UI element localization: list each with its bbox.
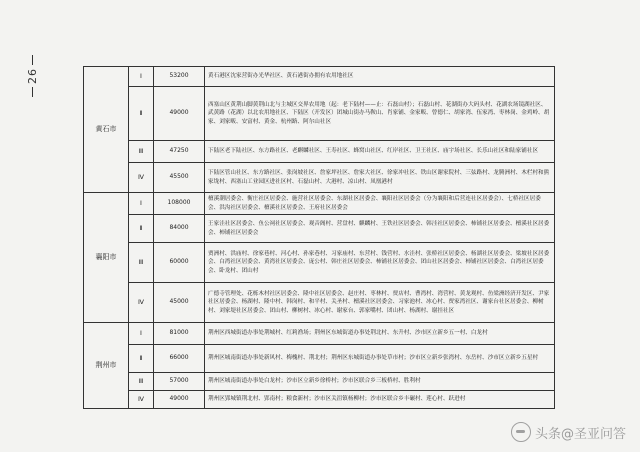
areas-cell: 广德寺管理处、花栎木村社区居委会、隆中社区居委会、赵庄村、枣林村、贾店村、曹湾村、湾营村、黄龙观村、鱼梁洲经济开发区、尹家社区居委会、杨湖村、隆中村、韩岗村、和平村、关圣村、檀溪社区居委会、习家池村、冰心村、贾家湾社区、谢家台社区居委会、柳树村、刘家堤社区居委会、团山村、柳树村、冰心村、谢家台、郭家嘴村、团山村、杨湖村、谢挂社区	[205, 283, 555, 323]
table-row	[84, 193, 555, 215]
table-row	[84, 67, 555, 87]
table-row	[84, 391, 555, 409]
areas-cell: 荆州区西城街道办事处荆城村、红莉渔场；荆州区东城街道办事处荆北村、东升村、沙市区立新乡五一村、白龙村	[205, 323, 555, 345]
watermark-text: 头条@圣亚问答	[534, 426, 626, 442]
price-cell: 53200	[154, 67, 205, 87]
price-cell: 84000	[154, 215, 205, 243]
grade-cell: Ⅱ	[129, 345, 154, 373]
grade-cell: Ⅱ	[129, 87, 154, 141]
price-cell: 81000	[154, 323, 205, 345]
price-cell: 49000	[154, 87, 205, 141]
price-cell: 60000	[154, 243, 205, 283]
areas-cell: 荆州区城南街道办事处新风村、梅槐村、荆北村；荆州区东城街道办事处草市村；沙市区立新乡张湾村、东岳村、沙市区立新乡五星村	[205, 345, 555, 373]
city-cell: 黄石市	[84, 67, 129, 193]
table-row	[84, 87, 555, 141]
grade-cell: Ⅲ	[129, 373, 154, 391]
table-row	[84, 163, 555, 193]
table-row	[84, 215, 555, 243]
price-cell: 57000	[154, 373, 205, 391]
grade-cell: Ⅱ	[129, 215, 154, 243]
table-row	[84, 373, 555, 391]
price-cell: 49000	[154, 391, 205, 409]
areas-cell: 黄石港区沈家营街办光华社区、黄石港街办拥有农用地社区	[205, 67, 555, 87]
areas-cell: 下陆区管山社区、东方路社区、张岗坡社区、詹家坪社区、詹家大社区、徐家冲社区、铁山区谢家院村、三弦路村、龙腾洲村、木栏村和熊家垅村、西塞山工业园区进社区村、石磊山村、大港村、凉山村、凤凰港村	[205, 163, 555, 193]
land-price-table	[83, 66, 555, 409]
areas-cell: 王家洼社区居委会、鱼公祠社区居委会、观音阁村、营盘村、麒麟村、王铁社区居委会、韩洼社区居委会、柿铺社区居委会、檀溪社区居委会、柿铺社区居委会	[205, 215, 555, 243]
price-cell: 47250	[154, 141, 205, 163]
areas-cell: 檀溪潮居委会、衡庄社区居委会、施营社区居委会、东湖社区居委会、襄阳社区居委会（分为襄阳和后营连社区居委会）、七桥社区居委会、洪沟社区居委会、檀溪社区居委会、王府社区居委会	[205, 193, 555, 215]
areas-cell: 下陆区老下陆社区、东方路社区、老麒麟社区、王寿社区、蜂窝山社区、红岸社区、卫王社区、庙宇场社区、长乐山社区和陆家铺社区	[205, 141, 555, 163]
page-number: 26	[26, 52, 39, 100]
price-cell: 45500	[154, 163, 205, 193]
watermark	[511, 422, 626, 442]
grade-cell: Ⅳ	[129, 283, 154, 323]
grade-cell: Ⅲ	[129, 141, 154, 163]
table-row	[84, 345, 555, 373]
grade-cell: Ⅲ	[129, 243, 154, 283]
grade-cell: Ⅳ	[129, 163, 154, 193]
price-cell: 108000	[154, 193, 205, 215]
price-cell: 66000	[154, 345, 205, 373]
table-row	[84, 323, 555, 345]
areas-cell: 荆州区郢城镇荆北村、郢南村；粮食新村；沙市区关沮镇杨柳村；沙市区联合乡丰碾村、莲心村、跃进村	[205, 391, 555, 409]
grade-cell: Ⅳ	[129, 391, 154, 409]
table-row	[84, 243, 555, 283]
areas-cell: 西塞山区黄荆山脚黄荆山北与主城区交界农用地（起：老下陆村——止：石磊山村）；石磊山村、花湖街办大码头村、花湖农场镜湖社区、武黄路（花湖）以北农用地社区、下陆区（开发区）团城山街办马鞍山、肖家铺、金家畈、曾德仁、胡家湾、伍家湾、枣林岗、金鸡岭、胡家、刘家畈、安富村、黄金、杭州路、阿尔山社区	[205, 87, 555, 141]
price-cell: 45000	[154, 283, 205, 323]
areas-cell: 贾洲村、洪庙村、徐家巷村、河心村、孙家巷村、习家庙村、东营村、钱营村、水洼村、张桥社区居委会、杨湖社区居委会、梁坡社区居委会、白湾社区居委会、黄湾社区居委会、庞公村、韩庄社区居委会、柿铺社区居委会、团山社区居委会、柿铺社区居委会、白湾社区居委会、卧龙村、团山村	[205, 243, 555, 283]
grade-cell: Ⅰ	[129, 193, 154, 215]
areas-cell: 荆州区城南街道办事处白龙村；沙市区立新乡徐桥村；沙市区联合乡三板桥村、胜利村	[205, 373, 555, 391]
toutiao-logo-icon	[511, 422, 531, 442]
grade-cell: Ⅰ	[129, 323, 154, 345]
city-cell: 襄阳市	[84, 193, 129, 323]
city-cell: 荆州市	[84, 323, 129, 409]
table-row	[84, 283, 555, 323]
land-price-table-page	[83, 66, 555, 409]
table-row	[84, 141, 555, 163]
grade-cell: Ⅰ	[129, 67, 154, 87]
